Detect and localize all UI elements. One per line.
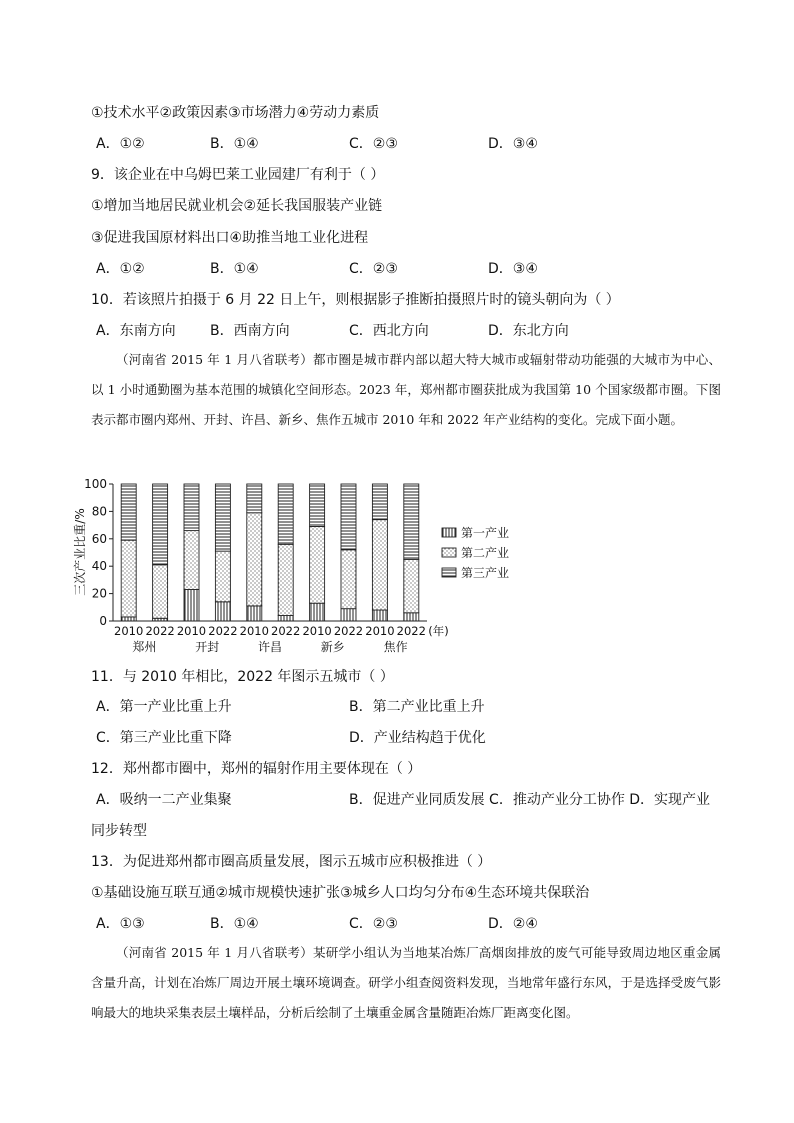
bar-segment-primary [341, 609, 356, 621]
q9-option-d[interactable]: D．③④ [488, 261, 538, 277]
bar-segment-secondary [278, 544, 293, 615]
bar-segment-secondary [372, 520, 387, 610]
legend-label: 第二产业 [461, 546, 510, 560]
legend-swatch [442, 528, 456, 537]
q11-option-b[interactable]: B．第二产业比重上升 [349, 699, 485, 715]
x-tick-label-year: 2022 [208, 624, 238, 638]
x-tick-label-year: 2022 [271, 624, 301, 638]
bar-segment-secondary [341, 550, 356, 609]
x-tick-label-year: 2010 [302, 624, 332, 638]
industry-structure-chart [70, 470, 530, 658]
x-category-label-city: 许昌 [257, 640, 283, 654]
legend-label: 第一产业 [461, 526, 510, 540]
q8-option-b[interactable]: B．①④ [210, 136, 259, 152]
bar-segment-tertiary [341, 484, 356, 550]
bar-segment-tertiary [372, 484, 387, 520]
bar-segment-primary [215, 602, 230, 621]
bar-segment-secondary [184, 531, 199, 590]
q12-options-bcd[interactable]: B．促进产业同质发展 C．推动产业分工协作 D．实现产业 [349, 792, 711, 808]
y-tick-label: 80 [91, 504, 107, 519]
q8-items: ①技术水平②政策因素③市场潜力④劳动力素质 [91, 105, 380, 121]
q12-stem: 12．郑州都市圈中，郑州的辐射作用主要体现在（ ） [91, 761, 422, 777]
x-tick-label-year: 2010 [176, 624, 207, 638]
x-tick-label-year: 2022 [396, 624, 426, 638]
q13-option-d[interactable]: D．②④ [488, 916, 538, 932]
x-category-label-city: 开封 [195, 640, 220, 654]
q11-option-c[interactable]: C．第三产业比重下降 [96, 730, 232, 746]
y-tick-label: 40 [91, 559, 107, 574]
bar-segment-secondary [247, 513, 262, 606]
q11-stem: 11．与 2010 年相比，2022 年图示五城市（ ） [91, 669, 394, 685]
legend-swatch [442, 568, 456, 577]
material-2 [91, 938, 721, 1028]
x-category-label-city: 新乡 [320, 640, 345, 654]
bar-segment-tertiary [404, 484, 419, 559]
bar-segment-tertiary [310, 484, 325, 526]
bar-segment-tertiary [278, 484, 293, 544]
q13-option-b[interactable]: B．①④ [210, 916, 259, 932]
bar-segment-tertiary [121, 484, 136, 540]
bar-segment-primary [404, 613, 419, 621]
q9-option-a[interactable]: A．①② [96, 261, 145, 277]
q13-stem: 13．为促进郑州都市圈高质量发展，图示五城市应积极推进（ ） [91, 854, 492, 870]
y-tick-label: 20 [91, 586, 107, 601]
q10-option-c[interactable]: C．西北方向 [349, 323, 429, 339]
material-1-text: （河南省 2015 年 1 月八省联考）都市圈是城市群内部以超大特大城市或辐射带动功能强的大城市为中心、以 1 小时通勤圈为基本范围的城镇化空间形态。2023 年，郑州都市圈获批成为我国第 10 个国家级都市圈。下图表示都市圈内郑州、开封、许昌、新乡、焦作五城市 2010 年和 2022 年产业结构的变化。完成下面小题。 [91, 352, 721, 427]
q12-option-d-continued: 同步转型 [91, 823, 147, 839]
q12-option-a[interactable]: A．吸纳一二产业集聚 [96, 792, 232, 808]
bar-segment-tertiary [215, 484, 230, 551]
x-category-label-city: 焦作 [383, 640, 408, 654]
bar-segment-secondary [404, 559, 419, 612]
bar-segment-secondary [153, 565, 168, 618]
x-category-label-city: 郑州 [132, 640, 157, 654]
q11-option-d[interactable]: D．产业结构趋于优化 [349, 730, 486, 746]
bar-segment-primary [247, 606, 262, 621]
x-tick-label-year: 2010 [114, 624, 144, 638]
q13-items: ①基础设施互联互通②城市规模快速扩张③城乡人口均匀分布④生态环境共保联治 [91, 885, 590, 901]
x-axis-unit: (年) [428, 624, 449, 638]
bar-segment-secondary [215, 551, 230, 602]
y-tick-label: 60 [91, 531, 107, 546]
x-tick-label-year: 2022 [333, 624, 364, 638]
bar-segment-primary [372, 610, 387, 621]
q11-option-a[interactable]: A．第一产业比重上升 [96, 699, 232, 715]
y-tick-label: 100 [84, 477, 107, 491]
q10-option-d[interactable]: D．东北方向 [488, 323, 569, 339]
bar-segment-tertiary [184, 484, 199, 531]
q9-items-2: ③促进我国原材料出口④助推当地工业化进程 [91, 230, 369, 246]
y-axis-label: 三次产业比重/% [73, 508, 87, 596]
q9-option-b[interactable]: B．①④ [210, 261, 259, 277]
q10-stem: 10．若该照片拍摄于 6 月 22 日上午，则根据影子推断拍摄照片时的镜头朝向为（ ） [91, 292, 620, 308]
x-tick-label-year: 2010 [239, 624, 269, 638]
q9-items-1: ①增加当地居民就业机会②延长我国服装产业链 [91, 198, 383, 214]
material-1 [91, 345, 721, 435]
bar-segment-primary [278, 616, 293, 621]
bar-segment-tertiary [247, 484, 262, 513]
q10-option-b[interactable]: B．西南方向 [210, 323, 290, 339]
bar-segment-tertiary [153, 484, 168, 565]
bar-segment-secondary [310, 526, 325, 603]
q8-option-c[interactable]: C．②③ [349, 136, 398, 152]
legend-label: 第三产业 [461, 566, 510, 580]
q9-stem: 9．该企业在中乌姆巴莱工业园建厂有利于（ ） [91, 167, 385, 183]
material-2-text: （河南省 2015 年 1 月八省联考）某研学小组认为当地某冶炼厂高烟囱排放的废气可能导致周边地区重金属含量升高，计划在冶炼厂周边开展土壤环境调查。研学小组查阅资料发现，当地常年盛行东风，于是选择受废气影响最大的地块采集表层土壤样品，分析后绘制了土壤重金属含量随距冶炼厂距离变化图。 [91, 945, 721, 1020]
bar-segment-primary [310, 603, 325, 621]
q9-option-c[interactable]: C．②③ [349, 261, 398, 277]
bar-segment-secondary [121, 540, 136, 617]
y-tick-label: 0 [99, 614, 107, 628]
legend-swatch [442, 548, 456, 557]
q13-option-c[interactable]: C．②③ [349, 916, 398, 932]
q8-option-d[interactable]: D．③④ [488, 136, 538, 152]
x-tick-label-year: 2010 [365, 624, 395, 638]
q13-option-a[interactable]: A．①③ [96, 916, 145, 932]
bar-segment-primary [121, 617, 136, 621]
q8-option-a[interactable]: A．①② [96, 136, 145, 152]
bar-segment-primary [184, 589, 199, 621]
x-tick-label-year: 2022 [145, 624, 175, 638]
q10-option-a[interactable]: A．东南方向 [96, 323, 176, 339]
